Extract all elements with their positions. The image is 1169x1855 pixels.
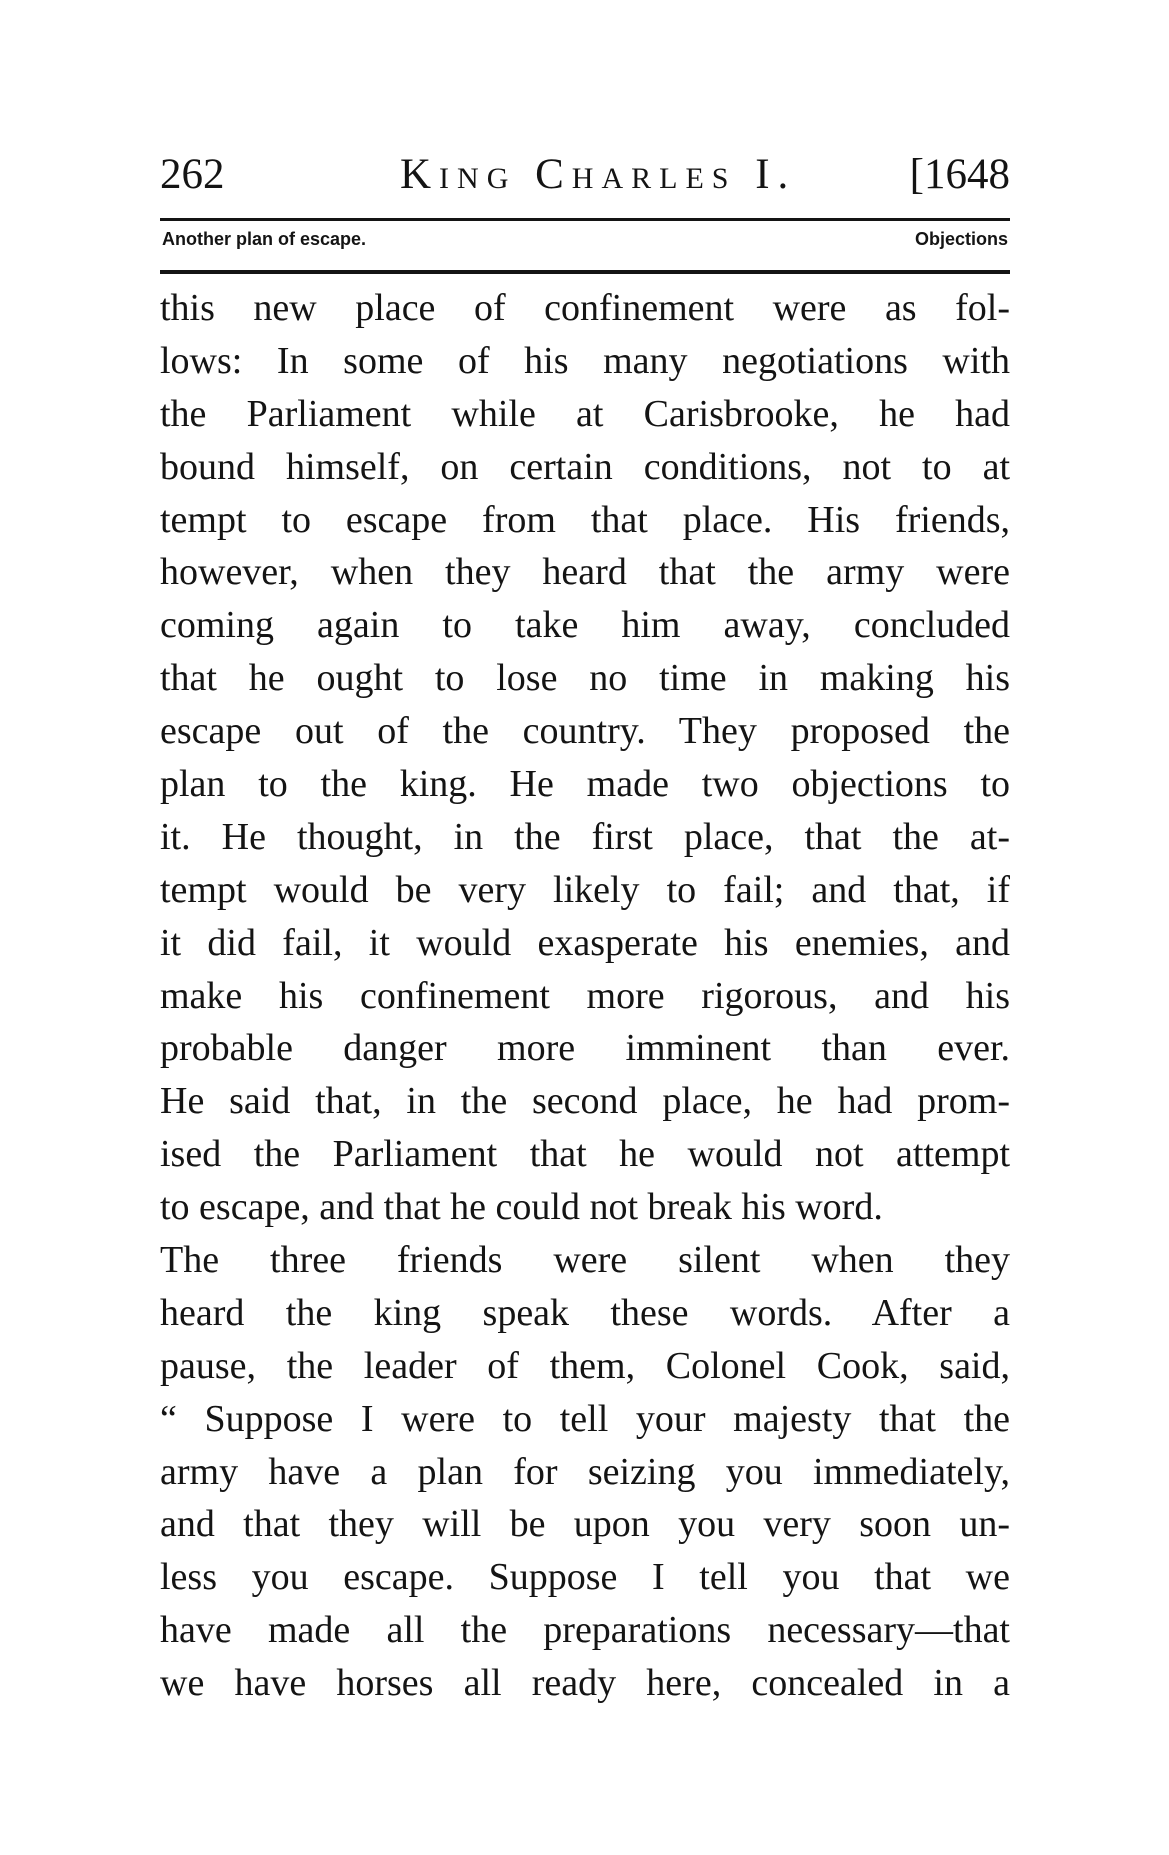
text-line: tempt to escape from that place. His friends,	[160, 498, 1010, 541]
header-rule-top	[160, 218, 1010, 221]
text-line: less you escape. Suppose I tell you that we	[160, 1556, 1010, 1599]
text-line: the Parliament while at Carisbrooke, he had	[160, 392, 1010, 435]
sidenote-bar	[162, 229, 1008, 263]
body-text	[160, 282, 1010, 1710]
text-line: this new place of confinement were as fol-	[160, 287, 1010, 329]
page-header	[160, 150, 1010, 210]
text-line: it. He thought, in the first place, that the at-	[160, 815, 1010, 858]
text-line: heard the king speak these words. After a	[160, 1291, 1010, 1334]
header-year: [1648	[909, 151, 1010, 198]
text-line: tempt would be very likely to fail; and that, if	[160, 868, 1010, 911]
header-rule-bottom	[160, 270, 1010, 274]
sidenote-left: Another plan of escape.	[162, 229, 367, 249]
text-line: pause, the leader of them, Colonel Cook, said,	[160, 1344, 1010, 1387]
text-line: and that they will be upon you very soon un-	[160, 1503, 1010, 1546]
text-line: we have horses all ready here, concealed in a	[160, 1662, 1010, 1705]
text-line: plan to the king. He made two objections to	[160, 763, 1010, 806]
text-line: probable danger more imminent than ever.	[160, 1027, 1010, 1070]
running-title: King Charles I.	[400, 151, 797, 198]
text-line: make his confinement more rigorous, and his	[160, 974, 1010, 1017]
text-line: have made all the preparations necessary—that	[160, 1609, 1010, 1652]
text-line: lows: In some of his many negotiations with	[160, 339, 1010, 382]
text-line: escape out of the country. They proposed the	[160, 710, 1010, 753]
text-line: to escape, and that he could not break his word.	[160, 1186, 883, 1229]
text-line: bound himself, on certain conditions, not to at	[160, 445, 1010, 488]
text-line: ised the Parliament that he would not attempt	[160, 1133, 1010, 1176]
text-line: it did fail, it would exasperate his enemies, and	[160, 921, 1010, 964]
text-line: that he ought to lose no time in making his	[160, 657, 1010, 700]
text-line: “ Suppose I were to tell your majesty that the	[160, 1397, 1010, 1440]
page-number: 262	[160, 151, 225, 198]
text-line: army have a plan for seizing you immediately,	[160, 1450, 1010, 1493]
text-line: The three friends were silent when they	[160, 1239, 1010, 1282]
text-line: coming again to take him away, concluded	[160, 604, 1010, 647]
text-line: however, when they heard that the army were	[160, 551, 1010, 594]
sidenote-right: Objections	[914, 229, 1008, 249]
text-line: He said that, in the second place, he had prom-	[160, 1080, 1010, 1123]
